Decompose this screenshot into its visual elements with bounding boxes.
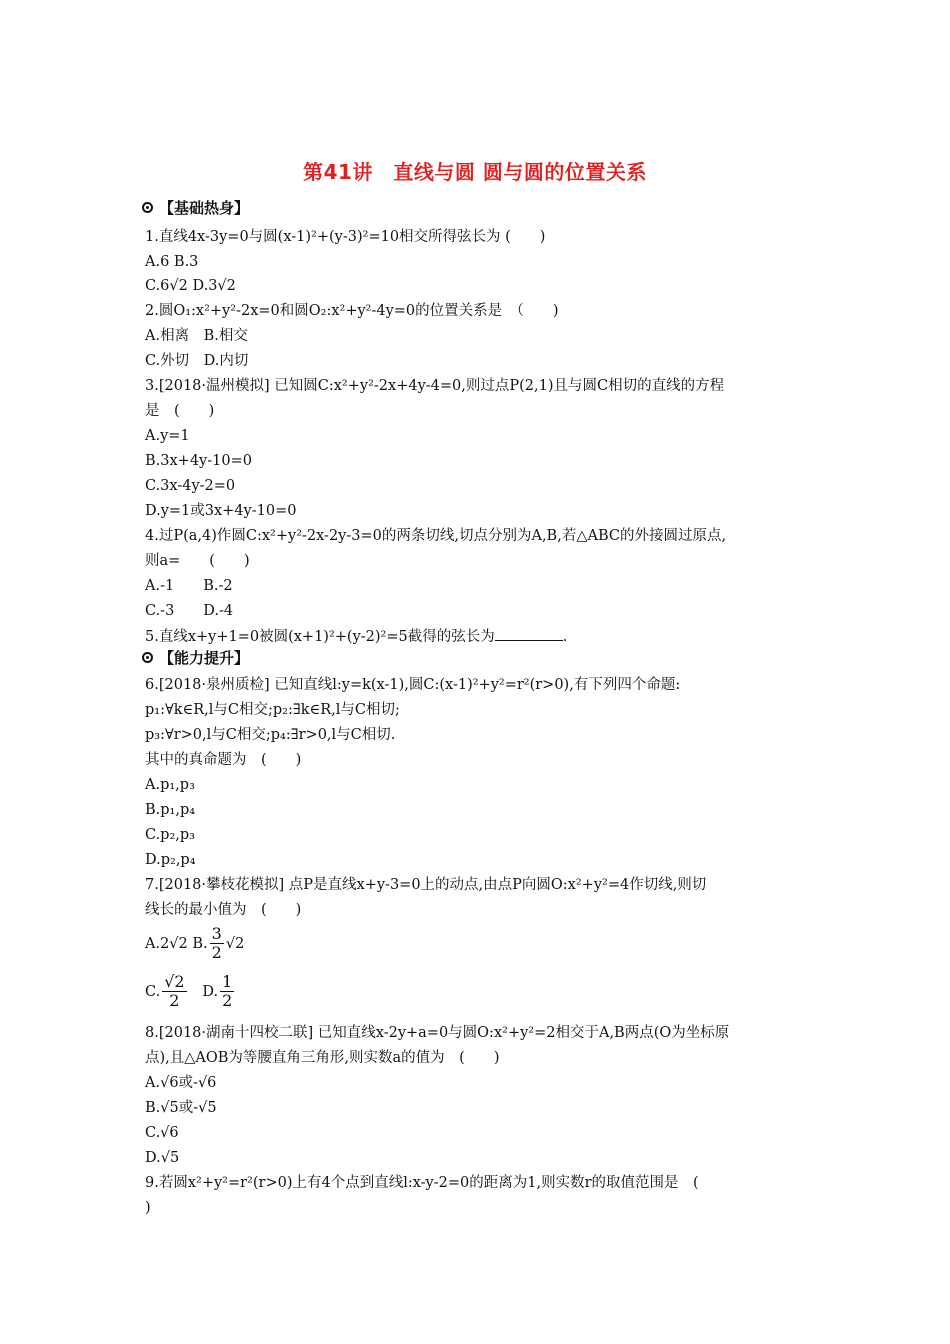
- q6-propositions-2: p₃:∀r>0,l与C相交;p₄:∃r>0,l与C相切.: [145, 727, 396, 743]
- q7-options-cd: [145, 973, 236, 1010]
- q6-option-b: B.p₁,p₄: [145, 802, 196, 818]
- q3-option-a: A.y=1: [145, 428, 190, 444]
- fraction-numerator: 3: [211, 924, 222, 943]
- section-heading-basic: [142, 197, 249, 218]
- q3-option-d: D.y=1或3x+4y-10=0: [145, 503, 297, 519]
- page-title: 第41讲 直线与圆 圆与圆的位置关系: [303, 160, 647, 184]
- question-3: 3.[2018·温州模拟] 已知圆C:x²+y²-2x+4y-4=0,则过点P(2,1)且与圆C相切的直线的方程: [145, 378, 725, 394]
- fraction-denominator: 2: [222, 991, 233, 1010]
- q8-option-a: A.√6或-√6: [145, 1075, 217, 1091]
- q3-option-b: B.3x+4y-10=0: [145, 453, 252, 469]
- q6-propositions-1: p₁:∀k∈R,l与C相交;p₂:∃k∈R,l与C相切;: [145, 702, 400, 718]
- q8-option-d: D.√5: [145, 1150, 180, 1166]
- q1-options-ab: A.6 B.3: [145, 254, 199, 270]
- question-8-cont: 点),且△AOB为等腰直角三角形,则实数a的值为 ( ): [145, 1050, 500, 1066]
- q5-text: 5.直线x+y+1=0被圆(x+1)²+(y-2)²=5截得的弦长为: [145, 629, 495, 645]
- q6-option-a: A.p₁,p₃: [145, 777, 195, 793]
- q4-options-ab: A.-1 B.-2: [145, 578, 233, 594]
- question-2: 2.圆O₁:x²+y²-2x=0和圆O₂:x²+y²-4y=0的位置关系是 （ ): [145, 303, 559, 319]
- fraction: [220, 973, 234, 1010]
- q4-options-cd: C.-3 D.-4: [145, 603, 234, 619]
- fraction: [210, 925, 224, 962]
- question-7: 7.[2018·攀枝花模拟] 点P是直线x+y-3=0上的动点,由点P向圆O:x²+y²=4作切线,则切: [145, 877, 707, 893]
- question-4: 4.过P(a,4)作圆C:x²+y²-2x-2y-3=0的两条切线,切点分别为A,B,若△ABC的外接圆过原点,: [145, 528, 727, 544]
- q1-options-cd: C.6√2 D.3√2: [145, 278, 236, 294]
- bullseye-icon: [142, 202, 153, 213]
- q2-options-ab: A.相离 B.相交: [145, 328, 248, 344]
- fraction-denominator: 2: [169, 991, 180, 1010]
- fraction-numerator: 1: [222, 972, 233, 991]
- question-4-cont: 则a= ( ): [145, 553, 250, 569]
- q7-option-c-label: C.: [145, 983, 161, 1000]
- section-label: 【基础热身】: [159, 199, 250, 217]
- q3-option-c: C.3x-4y-2=0: [145, 478, 236, 494]
- q7-options-ab: [145, 925, 244, 962]
- fraction-denominator: 2: [211, 943, 222, 962]
- section-heading-advanced: [142, 647, 249, 668]
- question-1: 1.直线4x-3y=0与圆(x-1)²+(y-3)²=10相交所得弦长为 ( ): [145, 229, 546, 245]
- q7-option-a-text: A.2√2 B.: [145, 935, 208, 952]
- q7-option-b-radical: √2: [225, 935, 245, 952]
- question-5: [145, 626, 567, 647]
- q6-option-d: D.p₂,p₄: [145, 852, 196, 868]
- q8-option-c: C.√6: [145, 1125, 179, 1141]
- fraction-numerator: √2: [164, 972, 185, 991]
- q6-option-c: C.p₂,p₃: [145, 827, 195, 843]
- answer-blank: [495, 626, 563, 641]
- q2-options-cd: C.外切 D.内切: [145, 353, 249, 369]
- q6-prompt: 其中的真命题为 ( ): [145, 752, 302, 768]
- bullseye-icon: [142, 652, 153, 663]
- q7-option-d-label: D.: [188, 983, 219, 1000]
- question-6: 6.[2018·泉州质检] 已知直线l:y=k(x-1),圆C:(x-1)²+y²=r²(r>0),有下列四个命题:: [145, 677, 681, 693]
- q5-period: .: [562, 629, 568, 645]
- question-7-cont: 线长的最小值为 ( ): [145, 902, 302, 918]
- question-9: 9.若圆x²+y²=r²(r>0)上有4个点到直线l:x-y-2=0的距离为1,则实数r的取值范围是 (: [145, 1175, 699, 1191]
- question-3-cont: 是 ( ): [145, 403, 215, 419]
- question-8: 8.[2018·湖南十四校二联] 已知直线x-2y+a=0与圆O:x²+y²=2相交于A,B两点(O为坐标原: [145, 1025, 730, 1041]
- section-label: 【能力提升】: [159, 649, 250, 667]
- fraction: [162, 973, 186, 1010]
- q8-option-b: B.√5或-√5: [145, 1100, 217, 1116]
- question-9-cont: ): [145, 1200, 151, 1216]
